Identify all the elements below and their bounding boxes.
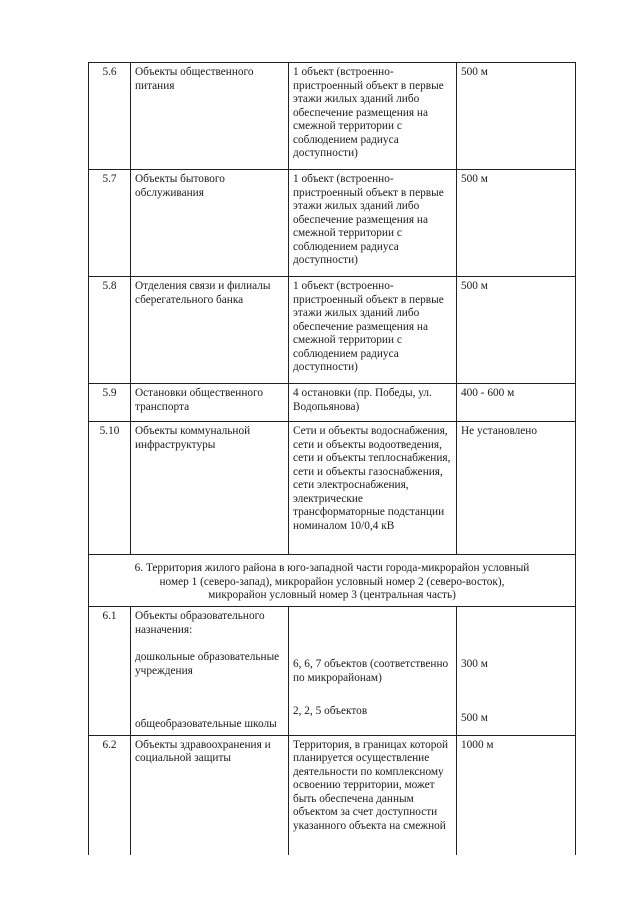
table-row — [89, 170, 576, 277]
row-number: 6.1 — [89, 607, 131, 736]
table-row — [89, 422, 576, 555]
object-name: Объекты бытового обслуживания — [131, 170, 289, 277]
table-row — [89, 735, 576, 855]
row-number: 6.2 — [89, 735, 131, 855]
table-row — [89, 607, 576, 736]
object-description: Сети и объекты водоснабжения, сети и объекты водоотведения, сети и объекты теплоснабжения, сети и объекты газоснабжения, сети электроснабжения, электрические трансформаторные подстанции номиналом 10/0,4 кВ — [289, 422, 457, 555]
object-name: Отделения связи и филиалы сберегательного банка — [131, 277, 289, 384]
subitem-name: общеобразовательные школы — [135, 718, 277, 730]
row-number: 5.8 — [89, 277, 131, 384]
accessibility-radius: 500 м — [457, 277, 576, 384]
table-row — [89, 384, 576, 422]
object-name: Остановки общественного транспорта — [131, 384, 289, 422]
subitem-name: дошкольные образовательные учреждения — [135, 651, 280, 677]
section-heading: 6. Территория жилого района в юго-западной части города-микрорайон условный номер 1 (северо-запад), микрорайон условный номер 2 (северо-восток), микрорайон условный номер 3 (центральная часть) — [89, 555, 576, 607]
subitem-radius: 300 м — [461, 658, 488, 670]
object-description: Территория, в границах которой планируется осуществление деятельности по комплексному освоению территории, может быть обеспечена данным объектом за счет доступности указанного объекта на смежной — [289, 735, 457, 855]
object-description: 1 объект (встроенно-пристроенный объект в первые этажи жилых зданий либо обеспечение размещения на смежной территории с соблюдением радиуса доступности) — [289, 170, 457, 277]
row-number: 5.6 — [89, 63, 131, 170]
object-name — [131, 607, 289, 736]
subitem-description: 2, 2, 5 объектов — [293, 705, 368, 717]
object-name: Объекты коммунальной инфраструктуры — [131, 422, 289, 555]
row-number: 5.7 — [89, 170, 131, 277]
table-row — [89, 277, 576, 384]
object-description — [289, 607, 457, 736]
object-name: Объекты здравоохранения и социальной защиты — [131, 735, 289, 855]
object-description: 1 объект (встроенно-пристроенный объект в первые этажи жилых зданий либо обеспечение размещения на смежной территории с соблюдением радиуса доступности) — [289, 63, 457, 170]
accessibility-radius: 1000 м — [457, 735, 576, 855]
object-name: Объекты общественного питания — [131, 63, 289, 170]
section-heading-row — [89, 555, 576, 607]
accessibility-radius: 500 м — [457, 63, 576, 170]
object-description: 4 остановки (пр. Победы, ул. Водопьянова) — [289, 384, 457, 422]
row-number: 5.10 — [89, 422, 131, 555]
group-title: Объекты образовательного назначения: — [135, 610, 265, 636]
accessibility-radius: Не установлено — [457, 422, 576, 555]
accessibility-radius: 500 м — [457, 170, 576, 277]
subitem-radius: 500 м — [461, 711, 488, 724]
table-row — [89, 63, 576, 170]
object-description: 1 объект (встроенно-пристроенный объект в первые этажи жилых зданий либо обеспечение размещения на смежной территории с соблюдением радиуса доступности) — [289, 277, 457, 384]
accessibility-radius — [457, 607, 576, 736]
accessibility-radius: 400 - 600 м — [457, 384, 576, 422]
row-number: 5.9 — [89, 384, 131, 422]
norms-table — [88, 62, 576, 855]
subitem-description: 6, 6, 7 объектов (соответственно по микрорайонам) — [293, 658, 449, 684]
